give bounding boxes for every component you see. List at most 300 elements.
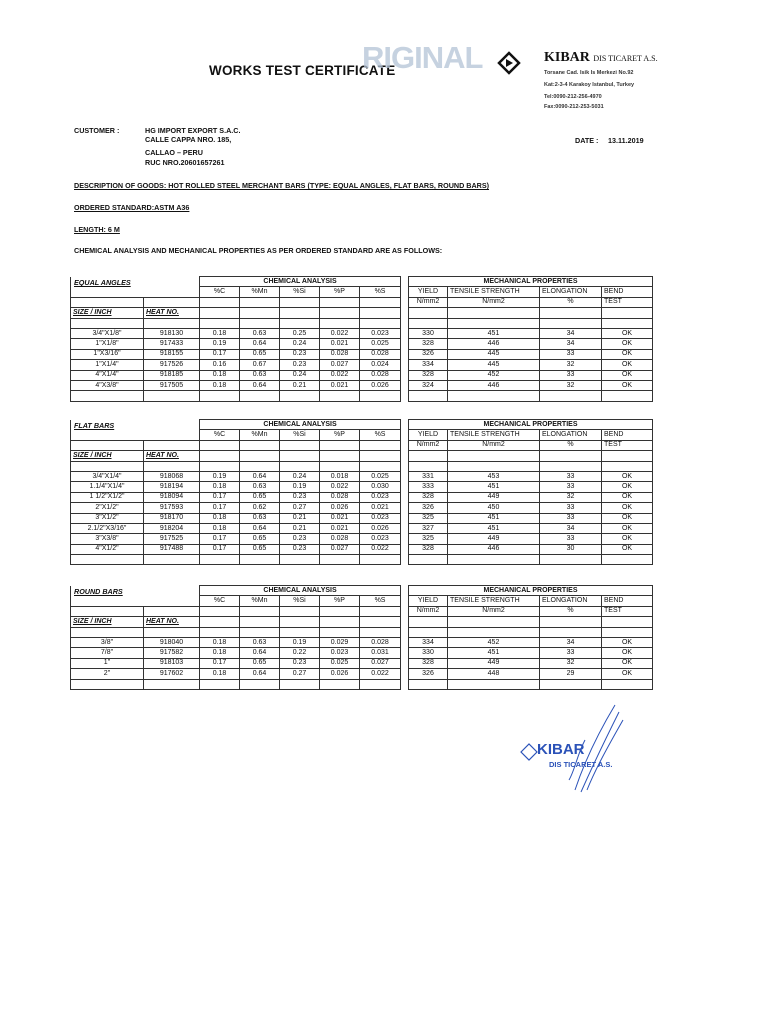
cell-elong: 33 [540,349,602,359]
cell-c: 0.18 [200,380,240,390]
blank-cell [280,440,320,450]
company-phone: Tel:0090-212-256-4970 [544,94,602,100]
table-row [409,648,653,658]
cell-mn: 0.65 [240,534,280,544]
cell-tensile: 451 [448,523,540,533]
size-header: SIZE / INCH [71,308,144,318]
cell-elong: 33 [540,503,602,513]
table-row [409,669,653,679]
mechanical-table [408,276,653,402]
cell-si: 0.19 [280,637,320,647]
blank-cell [144,627,200,637]
cell-tensile: 449 [448,534,540,544]
blank-cell [200,627,240,637]
mechanical-properties-header: MECHANICAL PROPERTIES [409,277,653,287]
cell-tensile: 450 [448,503,540,513]
cell-elong: 34 [540,523,602,533]
cell-p: 0.023 [320,648,360,658]
cell-yield: 328 [409,339,448,349]
table-row [409,658,653,668]
cell-mn: 0.63 [240,370,280,380]
chem-col-header: %Mn [240,596,280,606]
mechanical-table [408,419,653,565]
cell-c: 0.18 [200,523,240,533]
company-address-line: Kat:2-3-4 Karakoy Istanbul, Turkey [544,82,635,88]
cell-s: 0.031 [360,648,401,658]
cell-heat: 918170 [144,513,200,523]
blank-cell [200,440,240,450]
cell-yield: 330 [409,328,448,338]
elongation-unit: % [540,297,602,307]
blank-cell [360,391,401,401]
blank-cell [360,617,401,627]
cell-mn: 0.62 [240,503,280,513]
cell-si: 0.23 [280,360,320,370]
cell-c: 0.18 [200,328,240,338]
cell-tensile: 449 [448,492,540,502]
cell-bend: OK [602,349,653,359]
blank-cell [448,627,540,637]
table-header-row [71,430,401,440]
spacer-row [409,679,653,689]
cell-elong: 34 [540,637,602,647]
cell-si: 0.27 [280,669,320,679]
cell-elong: 32 [540,360,602,370]
blank-cell [360,308,401,318]
bend-unit: TEST [602,440,653,450]
cell-c: 0.19 [200,471,240,481]
blank-cell [240,627,280,637]
blank-cell [602,318,653,328]
table-row [409,339,653,349]
cell-bend: OK [602,523,653,533]
blank-cell [409,391,448,401]
table-row [71,349,401,359]
customer-line: RUC NRO.20601657261 [145,158,225,167]
table-row [409,471,653,481]
blank-cell [320,627,360,637]
spacer-row [409,617,653,627]
table-row [409,523,653,533]
cell-c: 0.17 [200,503,240,513]
date-value: 13.11.2019 [608,136,644,145]
blank-cell [320,617,360,627]
blank-cell [320,440,360,450]
bend-header: BEND [602,596,653,606]
section-title-flat-bars: FLAT BARS [74,421,115,430]
cell-p: 0.027 [320,544,360,554]
spacer-row [409,555,653,565]
cell-p: 0.025 [320,658,360,668]
blank-cell [200,451,240,461]
blank-cell [602,679,653,689]
blank-cell [240,555,280,565]
blank-cell [540,461,602,471]
mechanical-properties-header: MECHANICAL PROPERTIES [409,586,653,596]
cell-tensile: 446 [448,544,540,554]
blank-cell [280,297,320,307]
blank-cell [144,555,200,565]
stamp-diamond-icon [521,744,537,760]
length: LENGTH: 6 M [74,225,120,234]
spacer-row [409,627,653,637]
cell-s: 0.027 [360,658,401,668]
cell-elong: 32 [540,492,602,502]
cell-si: 0.23 [280,534,320,544]
cell-mn: 0.64 [240,339,280,349]
blank-cell [144,391,200,401]
cell-tensile: 449 [448,658,540,668]
table-row [409,534,653,544]
blank-cell [144,318,200,328]
blank-cell [240,318,280,328]
blank-cell [200,461,240,471]
table-row [409,380,653,390]
blank-cell [280,308,320,318]
cell-heat: 917433 [144,339,200,349]
cell-p: 0.021 [320,513,360,523]
spacer-row [71,318,401,328]
table-header-row [71,586,401,596]
cell-s: 0.028 [360,349,401,359]
heat-header: HEAT NO. [144,617,200,627]
blank-cell [409,617,448,627]
cell-yield: 324 [409,380,448,390]
blank-cell [71,461,144,471]
bend-header: BEND [602,430,653,440]
cell-heat: 918040 [144,637,200,647]
blank-cell [320,308,360,318]
table-row [71,482,401,492]
cell-si: 0.24 [280,339,320,349]
cell-si: 0.24 [280,370,320,380]
cell-mn: 0.64 [240,648,280,658]
cell-tensile: 448 [448,669,540,679]
spacer-row [71,679,401,689]
spacer-row [71,606,401,616]
spacer-row [71,297,401,307]
yield-unit: N/mm2 [409,606,448,616]
blank-cell [240,461,280,471]
section-title-equal-angles: EQUAL ANGLES [74,278,131,287]
blank-cell [71,391,144,401]
blank-cell [71,277,200,287]
cell-c: 0.17 [200,534,240,544]
cell-p: 0.022 [320,482,360,492]
cell-bend: OK [602,637,653,647]
cell-elong: 29 [540,669,602,679]
blank-cell [448,308,540,318]
cell-yield: 327 [409,523,448,533]
cell-bend: OK [602,360,653,370]
chem-col-header: %S [360,430,401,440]
cell-p: 0.028 [320,534,360,544]
cell-heat: 917593 [144,503,200,513]
diamond-arrow-logo-icon [496,50,522,76]
table-row [71,513,401,523]
company-name-suffix: DIS TICARET A.S. [593,54,658,63]
cell-heat: 918204 [144,523,200,533]
chem-col-header: %P [320,430,360,440]
table-row [409,328,653,338]
table-row [409,637,653,647]
blank-cell [540,391,602,401]
cell-size: 2.1/2"X3/16" [71,523,144,533]
chem-col-header: %C [200,430,240,440]
cell-si: 0.21 [280,513,320,523]
cell-tensile: 451 [448,513,540,523]
cell-heat: 918194 [144,482,200,492]
cell-yield: 328 [409,658,448,668]
blank-cell [71,606,144,616]
blank-cell [409,461,448,471]
blank-cell [540,555,602,565]
table-row [71,544,401,554]
cell-yield: 326 [409,669,448,679]
cell-bend: OK [602,370,653,380]
blank-cell [602,627,653,637]
cell-heat: 918094 [144,492,200,502]
table-header-row [409,287,653,297]
tensile-header: TENSILE STRENGTH [448,287,540,297]
blank-cell [602,461,653,471]
cell-si: 0.23 [280,544,320,554]
cell-heat: 917525 [144,534,200,544]
chemical-table [70,276,401,402]
cell-yield: 326 [409,349,448,359]
cell-elong: 30 [540,544,602,554]
table-header-row [409,606,653,616]
blank-cell [71,679,144,689]
blank-cell [144,440,200,450]
cell-bend: OK [602,544,653,554]
blank-cell [71,287,200,297]
blank-cell [360,440,401,450]
cell-yield: 331 [409,471,448,481]
blank-cell [320,297,360,307]
blank-cell [602,617,653,627]
blank-cell [540,617,602,627]
cell-c: 0.17 [200,658,240,668]
description-of-goods: DESCRIPTION OF GOODS: HOT ROLLED STEEL MERCHANT BARS (TYPE: EQUAL ANGLES, FLAT BARS, ROUND BARS) [74,181,490,190]
cell-s: 0.023 [360,513,401,523]
size-header: SIZE / INCH [71,617,144,627]
cell-c: 0.17 [200,349,240,359]
company-address-line: Torsane Cad. Isik Is Merkezi No.92 [544,70,634,76]
cell-p: 0.028 [320,492,360,502]
cell-size: 4"X3/8" [71,380,144,390]
cell-si: 0.19 [280,482,320,492]
cell-elong: 34 [540,339,602,349]
cell-c: 0.19 [200,339,240,349]
cell-bend: OK [602,328,653,338]
bend-unit: TEST [602,297,653,307]
cell-mn: 0.64 [240,523,280,533]
table-row [71,503,401,513]
cell-bend: OK [602,513,653,523]
cell-bend: OK [602,503,653,513]
chemical-analysis-header: CHEMICAL ANALYSIS [200,586,401,596]
blank-cell [360,555,401,565]
cell-mn: 0.65 [240,544,280,554]
chem-col-header: %C [200,287,240,297]
bend-header: BEND [602,287,653,297]
chemical-analysis-header: CHEMICAL ANALYSIS [200,420,401,430]
cell-p: 0.018 [320,471,360,481]
blank-cell [409,679,448,689]
blank-cell [602,555,653,565]
cell-elong: 34 [540,328,602,338]
blank-cell [71,596,200,606]
blank-cell [240,297,280,307]
cell-p: 0.027 [320,360,360,370]
cell-si: 0.21 [280,523,320,533]
blank-cell [240,606,280,616]
table-header-row [71,617,401,627]
table-row [71,360,401,370]
blank-cell [448,391,540,401]
cell-c: 0.16 [200,360,240,370]
cell-c: 0.17 [200,544,240,554]
document-title: WORKS TEST CERTIFICATE [209,63,396,78]
blank-cell [71,440,144,450]
cell-si: 0.25 [280,328,320,338]
table-header-row [71,308,401,318]
cell-yield: 334 [409,637,448,647]
cell-size: 7/8" [71,648,144,658]
spacer-row [71,440,401,450]
blank-cell [71,297,144,307]
table-row [409,492,653,502]
cell-si: 0.23 [280,349,320,359]
table-header-row [409,277,653,287]
tensile-header: TENSILE STRENGTH [448,596,540,606]
cell-elong: 33 [540,370,602,380]
table-header-row [409,420,653,430]
cell-tensile: 452 [448,637,540,647]
table-header-row [71,277,401,287]
cell-mn: 0.65 [240,492,280,502]
blank-cell [448,451,540,461]
blank-cell [448,617,540,627]
blank-cell [280,679,320,689]
chem-col-header: %Si [280,430,320,440]
table-header-row [409,440,653,450]
table-row [71,339,401,349]
blank-cell [144,606,200,616]
cell-yield: 334 [409,360,448,370]
cell-yield: 325 [409,513,448,523]
cell-heat: 917582 [144,648,200,658]
stamp-suffix: DIS TICARET A.S. [549,760,613,769]
cell-size: 3"X1/2" [71,513,144,523]
spacer-row [409,461,653,471]
cell-size: 4"X1/4" [71,370,144,380]
cell-si: 0.21 [280,380,320,390]
cell-p: 0.021 [320,339,360,349]
cell-size: 4"X1/2" [71,544,144,554]
blank-cell [409,555,448,565]
chemical-table [70,585,401,690]
cell-c: 0.18 [200,482,240,492]
table-header-row [71,287,401,297]
company-name [544,50,658,66]
blank-cell [409,451,448,461]
blank-cell [540,451,602,461]
spacer-row [409,451,653,461]
cell-elong: 33 [540,471,602,481]
cell-s: 0.023 [360,534,401,544]
table-header-row [71,596,401,606]
cell-s: 0.028 [360,637,401,647]
blank-cell [240,451,280,461]
blank-cell [240,617,280,627]
cell-yield: 333 [409,482,448,492]
cell-p: 0.022 [320,370,360,380]
cell-size: 1.1/4"X1/4" [71,482,144,492]
yield-header: YIELD [409,596,448,606]
blank-cell [200,555,240,565]
blank-cell [360,606,401,616]
company-name-main: KIBAR [544,50,590,65]
cell-tensile: 451 [448,482,540,492]
cell-heat: 917526 [144,360,200,370]
blank-cell [200,391,240,401]
yield-header: YIELD [409,430,448,440]
cell-p: 0.028 [320,349,360,359]
blank-cell [200,297,240,307]
elongation-header: ELONGATION [540,287,602,297]
elongation-header: ELONGATION [540,596,602,606]
blank-cell [360,451,401,461]
cell-size: 2"X1/2" [71,503,144,513]
chem-col-header: %S [360,596,401,606]
cell-size: 1"X1/4" [71,360,144,370]
table-row [409,482,653,492]
blank-cell [360,627,401,637]
blank-cell [360,461,401,471]
table-header-row [71,420,401,430]
tensile-unit: N/mm2 [448,440,540,450]
cell-yield: 326 [409,503,448,513]
cell-mn: 0.67 [240,360,280,370]
blank-cell [71,627,144,637]
blank-cell [200,308,240,318]
elongation-header: ELONGATION [540,430,602,440]
spacer-row [71,627,401,637]
table-row [409,360,653,370]
table-row [409,349,653,359]
table-row [71,658,401,668]
spacer-row [409,391,653,401]
cell-mn: 0.64 [240,471,280,481]
cell-mn: 0.63 [240,328,280,338]
cell-size: 1 1/2"X1/2" [71,492,144,502]
cell-bend: OK [602,471,653,481]
cell-c: 0.18 [200,648,240,658]
blank-cell [602,308,653,318]
spacer-row [409,308,653,318]
blank-cell [280,391,320,401]
cell-mn: 0.63 [240,513,280,523]
yield-unit: N/mm2 [409,297,448,307]
chem-col-header: %Mn [240,287,280,297]
cell-bend: OK [602,492,653,502]
blank-cell [448,555,540,565]
blank-cell [144,297,200,307]
cell-tensile: 446 [448,380,540,390]
blank-cell [240,391,280,401]
